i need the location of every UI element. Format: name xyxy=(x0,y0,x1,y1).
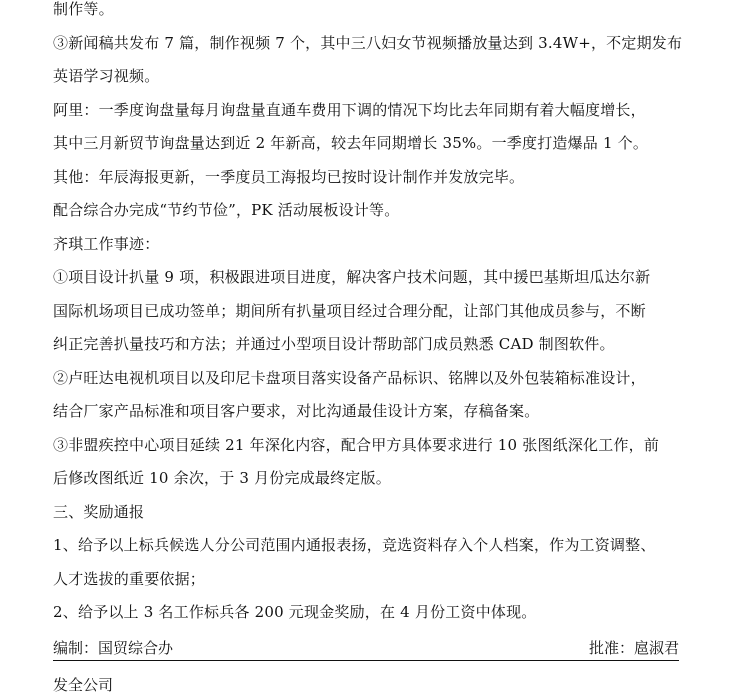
text-line: ③非盟疾控中心项目延续 21 年深化内容，配合甲方具体要求进行 10 张图纸深化工作，前 xyxy=(53,435,660,454)
text-line: 国际机场项目已成功签单；期间所有扒量项目经过合理分配，让部门其他成员参与，不断 xyxy=(53,301,646,320)
text-line: 结合厂家产品标准和项目客户要求，对比沟通最佳设计方案，存稿备案。 xyxy=(53,402,540,420)
text-line: 2、给予以上 3 名工作标兵各 200 元现金奖励，在 4 月份工资中体现。 xyxy=(53,603,537,621)
text-line: 阿里：一季度询盘量每月询盘量直通车费用下调的情况下均比去年同期有着大幅度增长， xyxy=(53,100,646,119)
signature-row xyxy=(53,636,679,661)
text-line: 其他：年辰海报更新，一季度员工海报均已按时设计制作并发放完毕。 xyxy=(53,167,525,186)
text-line: ③新闻稿共发布 7 篇，制作视频 7 个，其中三八妇女节视频播放量达到 3.4W+，不定期发布 xyxy=(53,33,683,52)
section-heading: 齐琪工作事迹： xyxy=(53,234,160,253)
document-body xyxy=(53,0,685,630)
text-line: 英语学习视频。 xyxy=(53,67,160,85)
section-heading: 三、奖励通报 xyxy=(53,502,145,521)
text-line: ②卢旺达电视机项目以及印尼卡盘项目落实设备产品标识、铭牌以及外包装箱标准设计， xyxy=(53,368,646,387)
text-line: 制作等。 xyxy=(53,0,114,18)
text-line: 配合综合办完成“节约节俭”，PK 活动展板设计等。 xyxy=(53,201,400,219)
editor-label: 编制：国贸综合办 xyxy=(53,639,174,657)
text-line: 1、给予以上标兵候选人分公司范围内通报表扬，竞选资料存入个人档案，作为工资调整、 xyxy=(53,536,656,554)
text-line: 纠正完善扒量技巧和方法；并通过小型项目设计帮助部门成员熟悉 CAD 制图软件。 xyxy=(53,335,615,353)
approver-label: 批准：扈淑君 xyxy=(588,639,679,657)
distribution-line: 发全公司 xyxy=(53,676,114,694)
text-line: 后修改图纸近 10 余次，于 3 月份完成最终定版。 xyxy=(53,469,391,487)
text-line: 其中三月新贸节询盘量达到近 2 年新高，较去年同期增长 35%。一季度打造爆品 1 个。 xyxy=(53,134,649,152)
text-line: ①项目设计扒量 9 项，积极跟进项目进度，解决客户技术问题，其中援巴基斯坦瓜达尔新 xyxy=(53,268,651,286)
text-line: 人才选拔的重要依据； xyxy=(53,569,206,588)
